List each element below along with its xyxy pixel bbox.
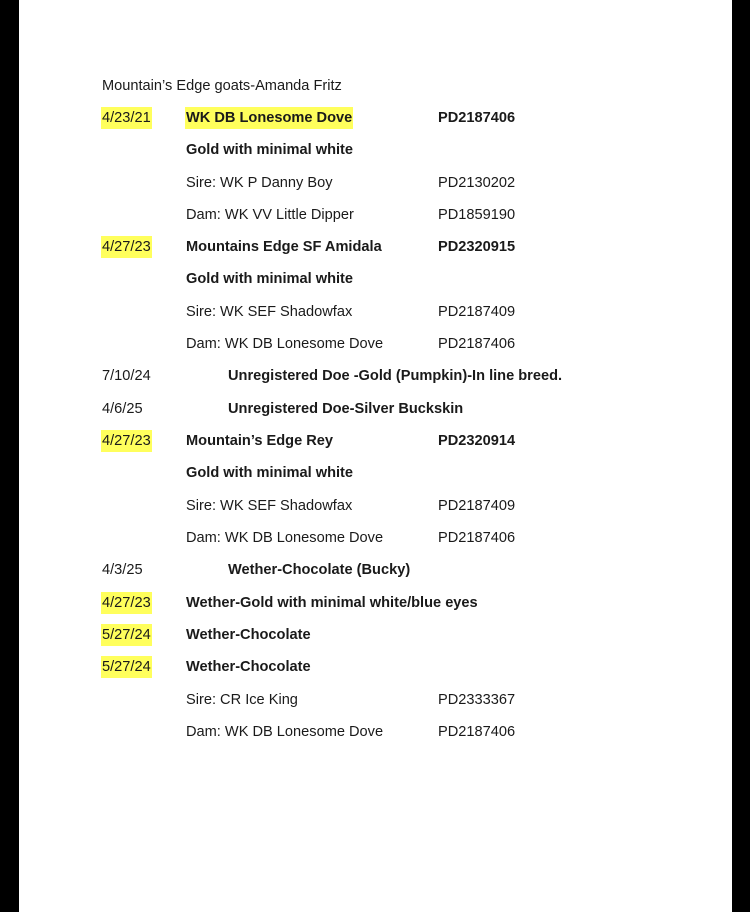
goat-entry-rey [19,430,732,454]
goat-entry-amidala [19,236,732,260]
dam-name: Dam: WK VV Little Dipper [186,207,354,223]
entry-date: 5/27/24 [101,624,152,646]
entry-description-row [19,462,732,486]
sire-name: Sire: WK P Danny Boy [186,175,333,191]
entry-date: 4/3/25 [102,562,143,578]
goat-entry-lonesome-dove [19,107,732,131]
entry-name: Wether-Chocolate [186,659,311,675]
entry-name: Mountain’s Edge Rey [186,433,334,449]
entry-description: Gold with minimal white [186,465,354,481]
entry-date: 4/27/23 [101,430,152,452]
dam-registration-id: PD1859190 [438,207,516,223]
entry-name: Unregistered Doe-Silver Buckskin [228,401,464,417]
dam-row [19,204,732,228]
dam-registration-id: PD2187406 [438,336,516,352]
entry-name: Wether-Gold with minimal white/blue eyes [186,595,478,611]
sire-name: Sire: CR Ice King [186,692,298,708]
entry-registration-id: PD2187406 [438,110,516,126]
dam-registration-id: PD2187406 [438,530,516,546]
dam-row [19,527,732,551]
entry-date: 5/27/24 [101,656,152,678]
dam-registration-id: PD2187406 [438,724,516,740]
entry-description-row [19,139,732,163]
goat-entry-bucky [19,559,732,583]
entry-registration-id: PD2320915 [438,239,516,255]
goat-entry-wether-chocolate [19,624,732,648]
sire-name: Sire: WK SEF Shadowfax [186,498,353,514]
sire-registration-id: PD2187409 [438,498,516,514]
sire-registration-id: PD2333367 [438,692,516,708]
goat-entry-wether-chocolate [19,656,732,680]
sire-row [19,689,732,713]
entry-date: 4/23/21 [101,107,152,129]
dam-name: Dam: WK DB Lonesome Dove [186,530,384,546]
entry-date: 4/27/23 [101,592,152,614]
document-title: Mountain’s Edge goats-Amanda Fritz [102,78,342,94]
entry-registration-id: PD2320914 [438,433,516,449]
dam-row [19,721,732,745]
dam-row [19,333,732,357]
entry-date: 4/6/25 [102,401,143,417]
sire-row [19,495,732,519]
entry-date: 7/10/24 [102,368,151,384]
document-title-row [19,75,732,99]
entry-name: WK DB Lonesome Dove [185,107,353,129]
entry-description: Gold with minimal white [186,142,354,158]
document-page [19,0,732,912]
entry-description-row [19,268,732,292]
entry-date: 4/27/23 [101,236,152,258]
goat-entry-wether-gold [19,592,732,616]
entry-name: Unregistered Doe -Gold (Pumpkin)-In line breed. [228,368,563,384]
entry-name: Mountains Edge SF Amidala [186,239,382,255]
sire-row [19,172,732,196]
goat-entry-silver-buckskin [19,398,732,422]
sire-registration-id: PD2130202 [438,175,516,191]
entry-description: Gold with minimal white [186,271,354,287]
sire-name: Sire: WK SEF Shadowfax [186,304,353,320]
sire-row [19,301,732,325]
goat-entry-pumpkin [19,365,732,389]
entry-name: Wether-Chocolate (Bucky) [228,562,411,578]
dam-name: Dam: WK DB Lonesome Dove [186,336,384,352]
dam-name: Dam: WK DB Lonesome Dove [186,724,384,740]
sire-registration-id: PD2187409 [438,304,516,320]
entry-name: Wether-Chocolate [186,627,311,643]
